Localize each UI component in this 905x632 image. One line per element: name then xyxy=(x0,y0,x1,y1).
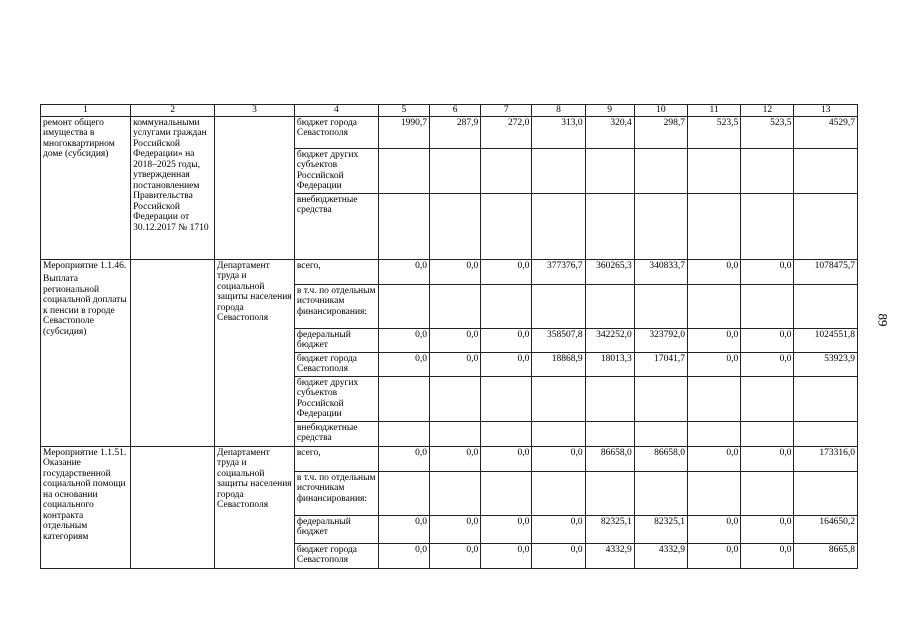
activity-name-cell xyxy=(41,446,131,568)
header-row xyxy=(41,105,858,117)
funding-source: всего, xyxy=(294,259,378,284)
activity-name: Оказание государственной социальной помощи на основании социального контракта отдельным категориям xyxy=(43,458,126,542)
value-cell: 0,0 xyxy=(687,543,740,568)
value-cell: 323792,0 xyxy=(634,328,687,352)
value-cell: 0,0 xyxy=(741,352,794,376)
value-cell: 358507,8 xyxy=(532,328,585,352)
value-cell: 0,0 xyxy=(741,259,794,284)
value-cell: 377376,7 xyxy=(532,259,585,284)
value-cell: 0,0 xyxy=(532,543,585,568)
value-cell: 340833,7 xyxy=(634,259,687,284)
value-cell: 86658,0 xyxy=(585,446,634,471)
value-cell: 4332,9 xyxy=(585,543,634,568)
page-number: 89 xyxy=(875,313,891,327)
activity-name: Выплата региональной социальной доплаты к пенсии в городе Севастополе (субсидия) xyxy=(43,274,127,337)
value-cell: 0,0 xyxy=(687,259,740,284)
funding-source: внебюджетные средства xyxy=(294,193,378,259)
value-cell: 313,0 xyxy=(532,116,585,148)
value-cell: 287,9 xyxy=(430,116,481,148)
funding-source: бюджет других субъектов Российской Федерации xyxy=(294,148,378,193)
value-cell: 173316,0 xyxy=(794,446,858,471)
value-cell: 0,0 xyxy=(378,352,429,376)
value-cell: 0,0 xyxy=(430,543,481,568)
header-cell: 11 xyxy=(687,105,740,117)
value-cell: 0,0 xyxy=(378,446,429,471)
financing-table xyxy=(40,104,858,569)
value-cell: 0,0 xyxy=(430,259,481,284)
value-cell: 82325,1 xyxy=(634,515,687,543)
program-name: коммунальными услугами граждан Российской Федерации» на 2018–2025 годы, утвержденная постановлением Правительства Российской Федерации от 30.12.2017 № 1710 xyxy=(133,117,209,233)
executor-cell: Департамент труда и социальной защиты населения города Севастополя xyxy=(215,259,295,446)
header-cell: 4 xyxy=(294,105,378,117)
value-cell: 0,0 xyxy=(378,328,429,352)
program-cell xyxy=(131,116,215,259)
header-cell: 12 xyxy=(741,105,794,117)
header-cell: 6 xyxy=(430,105,481,117)
value-cell: 0,0 xyxy=(378,259,429,284)
header-cell: 9 xyxy=(585,105,634,117)
value-cell: 272,0 xyxy=(481,116,532,148)
value-cell: 0,0 xyxy=(481,446,532,471)
value-cell: 0,0 xyxy=(430,446,481,471)
value-cell: 523,5 xyxy=(687,116,740,148)
header-cell: 1 xyxy=(41,105,131,117)
value-cell: 1078475,7 xyxy=(794,259,858,284)
value-cell: 1024551,8 xyxy=(794,328,858,352)
table-row xyxy=(41,446,858,471)
value-cell: 0,0 xyxy=(481,352,532,376)
value-cell: 82325,1 xyxy=(585,515,634,543)
table-row xyxy=(41,259,858,284)
value-cell: 0,0 xyxy=(481,543,532,568)
value-cell: 164650,2 xyxy=(794,515,858,543)
value-cell: 0,0 xyxy=(687,446,740,471)
funding-source: бюджет других субъектов Российской Федерации xyxy=(294,376,378,421)
value-cell: 4529,7 xyxy=(794,116,858,148)
funding-source: в т.ч. по отдельным источникам финансирования: xyxy=(294,471,378,515)
value-cell: 1990,7 xyxy=(378,116,429,148)
value-cell: 86658,0 xyxy=(634,446,687,471)
activity-number: Мероприятие 1.1.51. xyxy=(43,447,127,458)
activity-name: ремонт общего имущества в многоквартирном доме (субсидия) xyxy=(43,117,115,159)
value-cell: 8665,8 xyxy=(794,543,858,568)
value-cell: 0,0 xyxy=(687,515,740,543)
value-cell: 0,0 xyxy=(378,543,429,568)
activity-name-cell xyxy=(41,116,131,259)
header-cell: 3 xyxy=(215,105,295,117)
value-cell: 0,0 xyxy=(481,515,532,543)
funding-source: бюджет города Севастополя xyxy=(294,543,378,568)
value-cell: 360265,3 xyxy=(585,259,634,284)
value-cell: 17041,7 xyxy=(634,352,687,376)
value-cell: 18013,3 xyxy=(585,352,634,376)
value-cell: 0,0 xyxy=(741,515,794,543)
funding-source: внебюджетные средства xyxy=(294,421,378,446)
executor-cell xyxy=(215,116,295,259)
value-cell: 18868,9 xyxy=(532,352,585,376)
value-cell: 523,5 xyxy=(741,116,794,148)
activity-name-cell xyxy=(41,259,131,446)
value-cell: 0,0 xyxy=(532,446,585,471)
header-cell: 5 xyxy=(378,105,429,117)
value-cell: 53923,9 xyxy=(794,352,858,376)
value-cell: 0,0 xyxy=(532,515,585,543)
funding-source: федеральный бюджет xyxy=(294,328,378,352)
value-cell: 0,0 xyxy=(481,259,532,284)
table-row xyxy=(41,116,858,148)
value-cell: 0,0 xyxy=(687,328,740,352)
value-cell: 342252,0 xyxy=(585,328,634,352)
header-cell: 8 xyxy=(532,105,585,117)
value-cell: 0,0 xyxy=(481,328,532,352)
header-cell: 13 xyxy=(794,105,858,117)
funding-source: всего, xyxy=(294,446,378,471)
value-cell: 320,4 xyxy=(585,116,634,148)
program-cell xyxy=(131,259,215,446)
funding-source: бюджет города Севастополя xyxy=(294,116,378,148)
funding-source: бюджет города Севастополя xyxy=(294,352,378,376)
funding-source: в т.ч. по отдельным источникам финансирования: xyxy=(294,284,378,328)
value-cell: 0,0 xyxy=(430,352,481,376)
program-cell xyxy=(131,446,215,568)
value-cell: 0,0 xyxy=(741,446,794,471)
value-cell: 298,7 xyxy=(634,116,687,148)
executor-cell: Департамент труда и социальной защиты населения города Севастополя xyxy=(215,446,295,568)
header-cell: 2 xyxy=(131,105,215,117)
value-cell: 0,0 xyxy=(687,352,740,376)
header-cell: 10 xyxy=(634,105,687,117)
value-cell: 0,0 xyxy=(741,543,794,568)
value-cell: 0,0 xyxy=(430,515,481,543)
value-cell: 0,0 xyxy=(741,328,794,352)
value-cell: 0,0 xyxy=(430,328,481,352)
value-cell: 4332,9 xyxy=(634,543,687,568)
activity-number: Мероприятие 1.1.46. xyxy=(43,260,127,271)
value-cell: 0,0 xyxy=(378,515,429,543)
funding-source: федеральный бюджет xyxy=(294,515,378,543)
header-cell: 7 xyxy=(481,105,532,117)
